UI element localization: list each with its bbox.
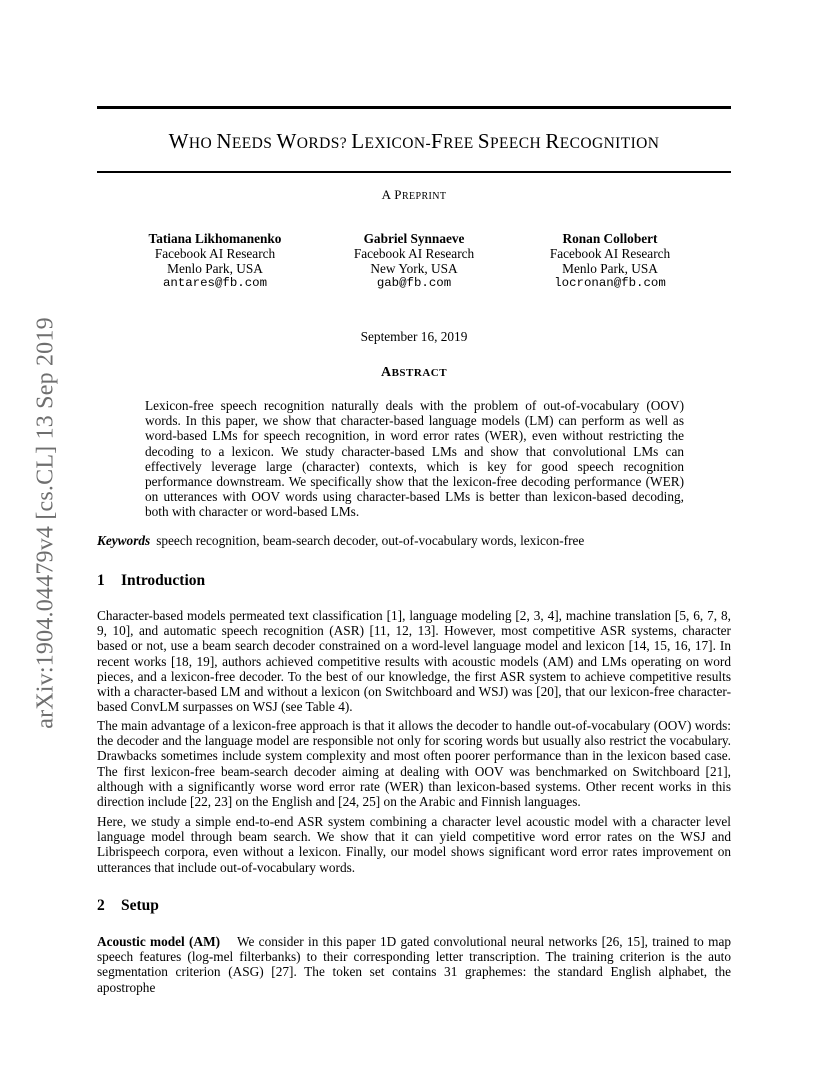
section-number: 1 bbox=[97, 572, 105, 589]
abstract-heading: ABSTRACT bbox=[380, 365, 448, 380]
section-title: Setup bbox=[121, 897, 159, 914]
author-name: Ronan Collobert bbox=[562, 231, 658, 246]
author-1 bbox=[115, 231, 315, 291]
paragraph-run-in-heading: Acoustic model (AM) bbox=[97, 934, 221, 949]
intro-paragraph-3: Here, we study a simple end-to-end ASR system combining a character level acoustic model with a character level language model through beam search. We show that it can yield competitive word error rates on the WSJ and Librispeech corpora, even without a lexicon. Finally, our model shows significant word error rates improvement on utterances that include out-of-vocabulary words. bbox=[97, 814, 731, 875]
preprint-label: A PREPRINT bbox=[381, 187, 447, 202]
setup-paragraph-1 bbox=[97, 934, 731, 995]
author-location: Menlo Park, USA bbox=[167, 261, 263, 276]
author-email[interactable]: antares@fb.com bbox=[162, 276, 268, 290]
paragraph-body: We consider in this paper 1D gated convolutional neural networks [26, 15], trained to map speech features (log-mel filterbanks) to their corresponding letter transcription. The training criterion is the auto segmentation criterion (ASG) [27]. The token set contains 31 graphemes: the standard English alphabet, the apostrophe bbox=[97, 934, 731, 995]
author-email[interactable]: gab@fb.com bbox=[376, 276, 452, 290]
paper-title: WHO NEEDS WORDS? LEXICON-FREE SPEECH RECOGNITION bbox=[168, 129, 660, 153]
author-name: Tatiana Likhomanenko bbox=[148, 231, 282, 246]
section-heading-setup bbox=[97, 897, 731, 915]
author-name: Gabriel Synnaeve bbox=[363, 231, 465, 246]
title-rule-top bbox=[97, 106, 731, 109]
section-heading-introduction bbox=[97, 572, 731, 590]
author-block bbox=[97, 231, 731, 301]
keywords-label: Keywords bbox=[97, 533, 151, 548]
arxiv-identifier[interactable]: arXiv:1904.04479v4 [cs.CL] 13 Sep 2019 bbox=[32, 317, 59, 729]
author-affiliation: Facebook AI Research bbox=[353, 246, 475, 261]
author-2 bbox=[314, 231, 514, 291]
abstract-text: Lexicon-free speech recognition naturally deals with the problem of out-of-vocabulary (OOV) words. In this paper, we show that character-based language models (LM) can perform as well as word-based LMs for speech recognition, in word error rates (WER), even without restricting the decoding to a lexicon. We study character-based LMs and show that convolutional LMs can effectively leverage large (character) contexts, which is key for good speech recognition performance downstream. We specifically show that the lexicon-free decoding performance (WER) on utterances with OOV words using character-based LMs is better than lexicon-based decoding, both with character or word-based LMs. bbox=[145, 398, 684, 520]
author-affiliation: Facebook AI Research bbox=[549, 246, 671, 261]
author-affiliation: Facebook AI Research bbox=[154, 246, 276, 261]
intro-paragraph-2: The main advantage of a lexicon-free approach is that it allows the decoder to handle out-of-vocabulary (OOV) words: the decoder and the language model are responsible not only for scoring words but usually also restrict the vocabulary. Drawbacks sometimes include system complexity and most often poorer performance than in the lexicon based case. The first lexicon-free beam-search decoder aiming at dealing with OOV was benchmarked on Switchboard [21], although with a significantly worse word error rate (WER) than lexicon-based systems. Other recent works in this direction include [22, 23] on the English and [24, 25] on the Arabic and Finnish languages. bbox=[97, 718, 731, 810]
keywords-line bbox=[97, 533, 731, 549]
section-number: 2 bbox=[97, 897, 105, 914]
publication-date: September 16, 2019 bbox=[360, 329, 468, 344]
intro-paragraph-1: Character-based models permeated text classification [1], language modeling [2, 3, 4], machine translation [5, 6, 7, 8, 9, 10], and automatic speech recognition (ASR) [11, 12, 13]. However, most competitive ASR systems, character based or not, use a beam search decoder constrained on a word-level language model and lexicon [14, 15, 16, 17]. In recent works [18, 19], authors achieved competitive results with acoustic models (AM) and LMs operating on word pieces, and a lexicon-free decoder. To the best of our knowledge, the first ASR system to achieve competitive results with a character-based LM and without a lexicon (on Switchboard and WSJ) was [20], that our lexicon-free character-based ConvLM surpasses on WSJ (see Table 4). bbox=[97, 608, 731, 715]
author-3 bbox=[510, 231, 710, 291]
author-email[interactable]: locronan@fb.com bbox=[554, 276, 666, 290]
author-location: New York, USA bbox=[370, 261, 458, 276]
author-location: Menlo Park, USA bbox=[562, 261, 658, 276]
section-title: Introduction bbox=[121, 572, 206, 589]
title-rule-bottom bbox=[97, 171, 731, 173]
keywords-text: speech recognition, beam-search decoder, out-of-vocabulary words, lexicon-free bbox=[156, 533, 585, 548]
